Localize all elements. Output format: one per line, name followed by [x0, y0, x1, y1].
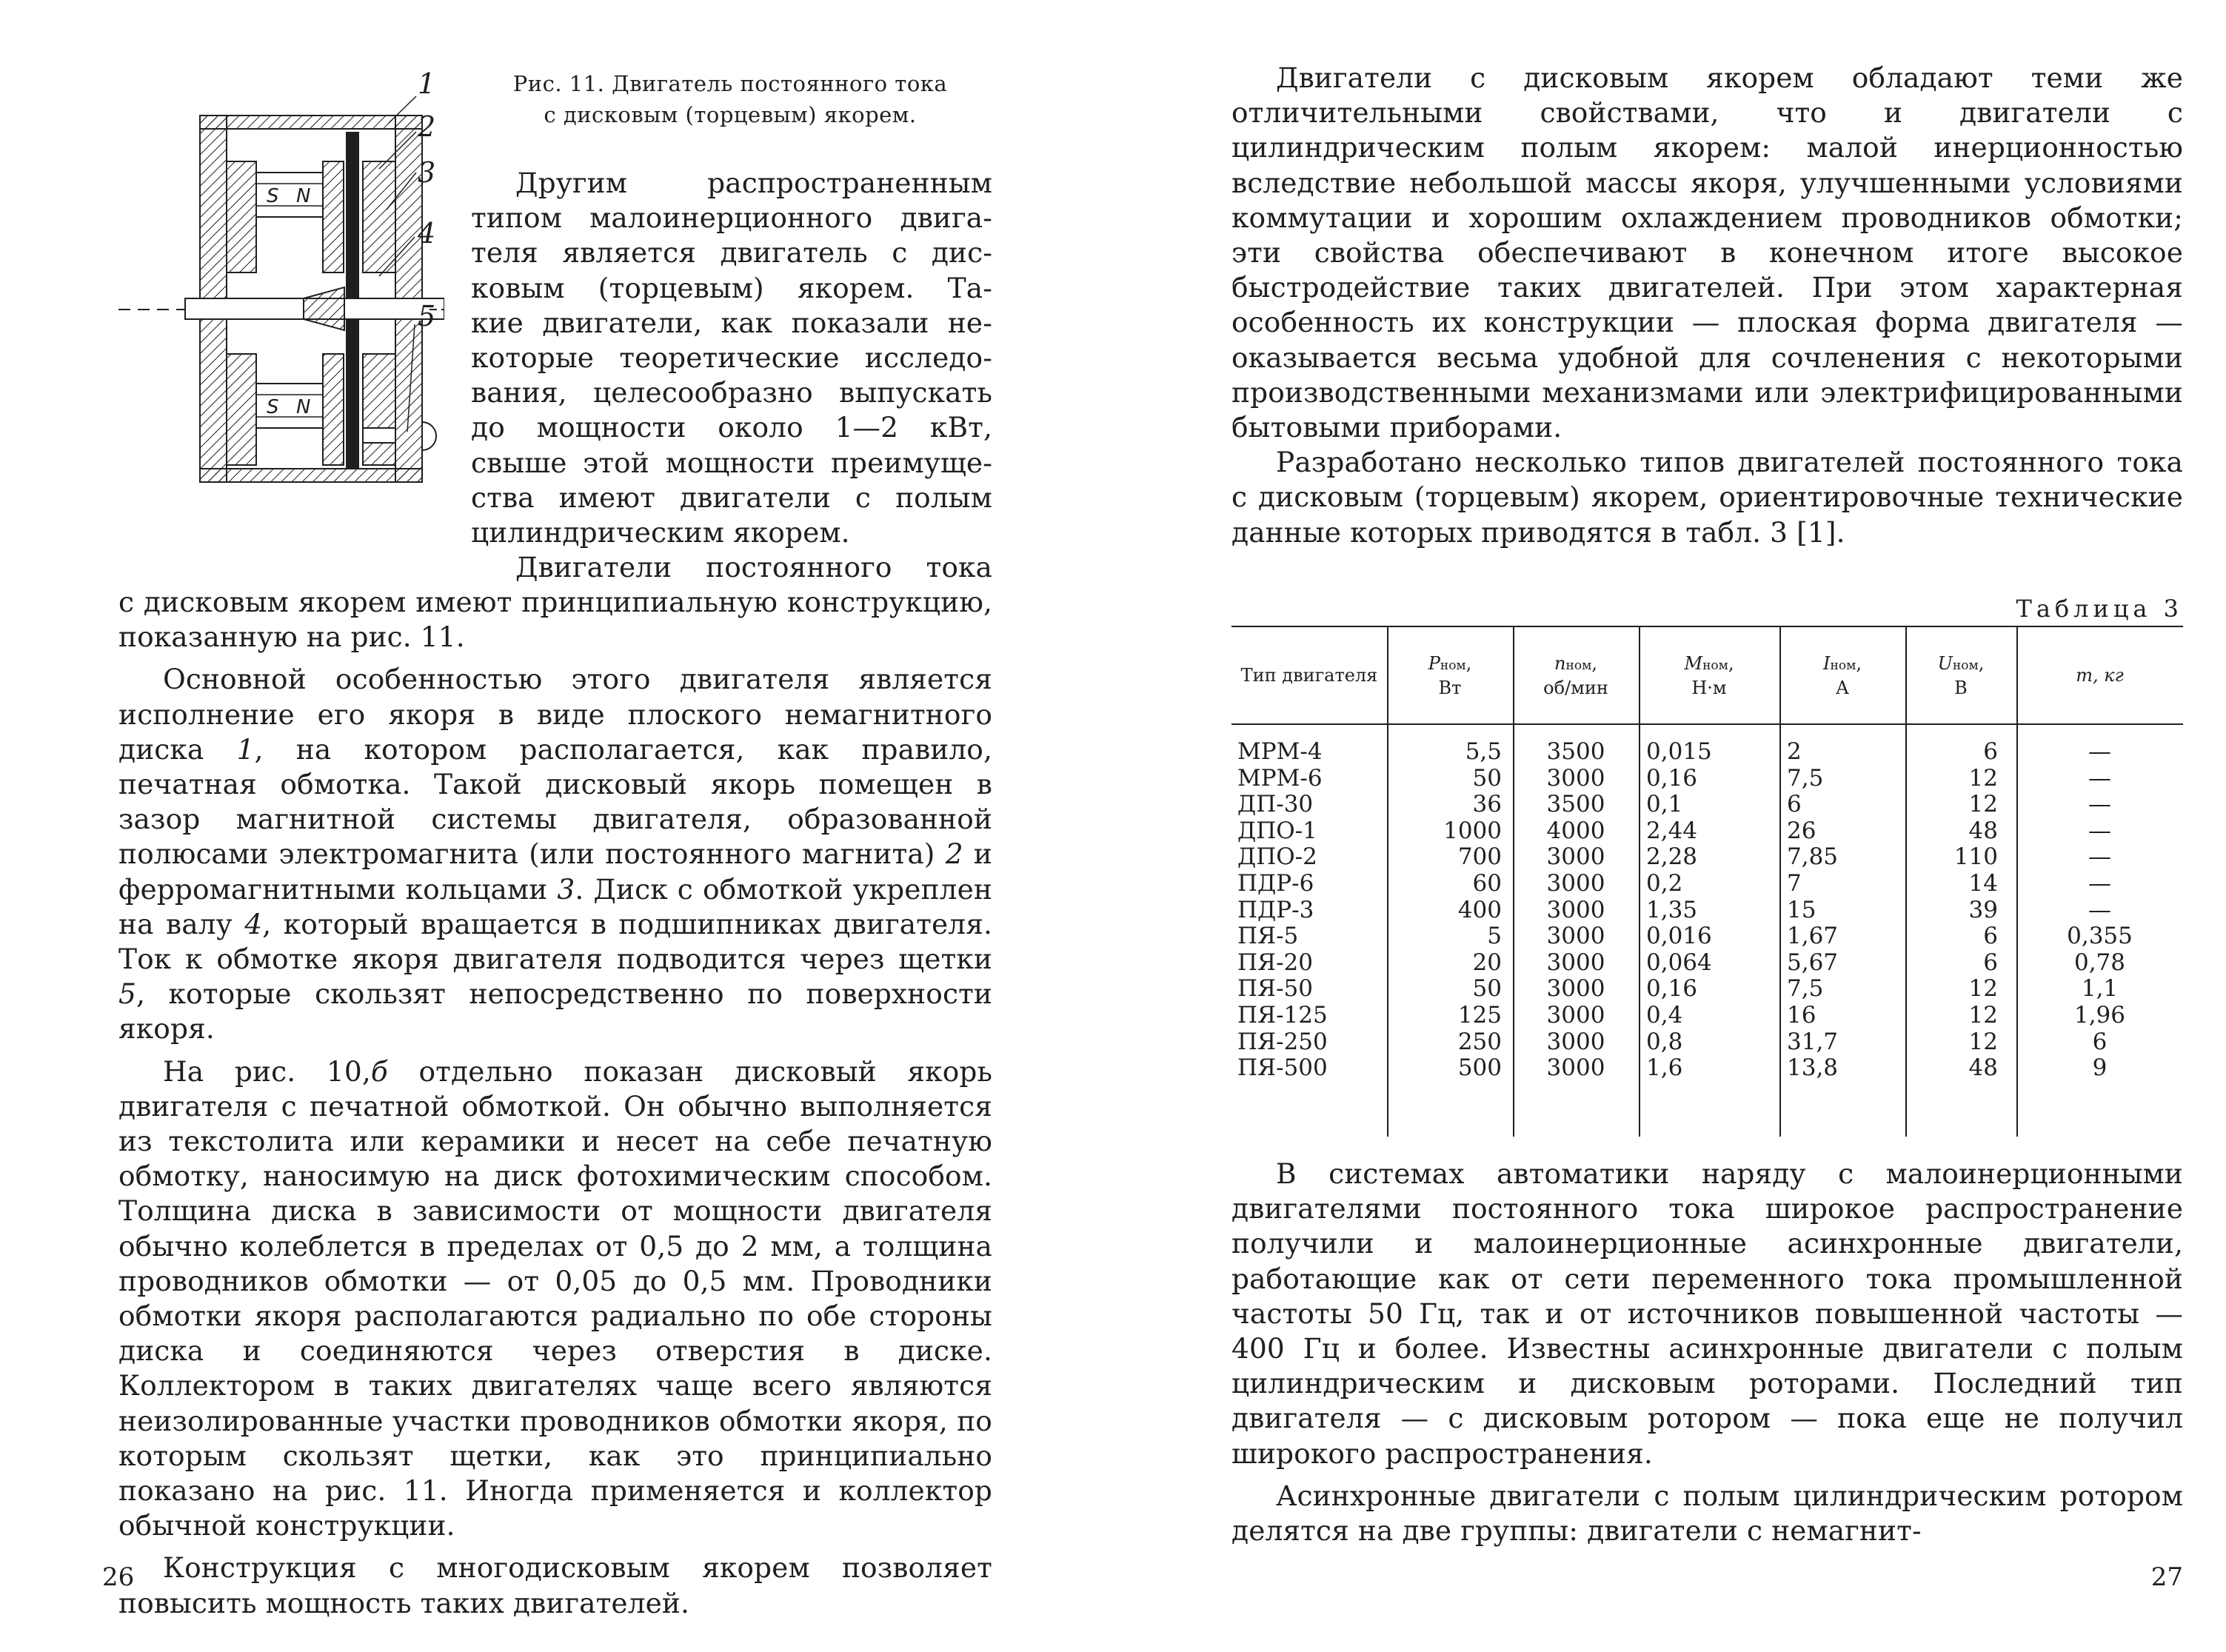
callout-2: 2: [418, 110, 436, 143]
motor-type-cell: ПЯ-50: [1237, 975, 1313, 1003]
table-cell: 1,96: [2073, 1002, 2126, 1029]
table-header-rule: [1231, 723, 2183, 725]
table-cell: 6: [2092, 1028, 2108, 1055]
magnet-top-n-label: N: [296, 185, 311, 207]
table-cell: 0,4: [1646, 1002, 1683, 1029]
table-cell: 1,67: [1787, 923, 1839, 950]
table-cell: 12: [1968, 1028, 1998, 1055]
right-body-bottom: [1231, 1157, 2183, 1548]
table-cell: 0,16: [1646, 975, 1698, 1003]
table-cell: 3500: [1546, 791, 1605, 818]
table-cell: 6: [1983, 949, 1998, 976]
table-cell: 12: [1968, 975, 1998, 1003]
wrap-line: ковым (торцевым) якорем. Та-: [471, 271, 992, 304]
table-cell: 36: [1472, 791, 1502, 818]
wrap-line: теля является двигатель с дис-: [471, 236, 992, 270]
col-header-type: Тип двигателя: [1240, 665, 1378, 686]
table-row: [1231, 950, 2183, 977]
paragraph-r3: В системах автоматики наряду с малоинерционными двигателями постоянного тока широкое распространение получили и малоинерционные асинхронные двигатели, работающие как от сети переменного тока промышленной частоты 50 Гц, так и от источников повышенной частоты — 400 Гц и более. Известны асинхронные двигатели с полым цилиндрическим и дисковым роторами. Последний тип двигателя — с дисковым ротором — пока еще не получил широкого распространения.: [1231, 1157, 2183, 1470]
col-header-torque: Mном, Н·м: [1684, 652, 1734, 698]
table-cell: 3000: [1546, 764, 1605, 792]
table-cell: 13,8: [1787, 1054, 1839, 1082]
table-cell: 0,78: [2073, 949, 2126, 976]
motor-type-cell: ПДР-6: [1237, 870, 1314, 897]
magnet-bottom-n-label: N: [296, 396, 311, 418]
table-cell: 1000: [1443, 817, 1502, 844]
motor-type-cell: ПЯ-250: [1237, 1028, 1328, 1055]
table-cell: 125: [1457, 1002, 1502, 1029]
page-number: 26: [102, 1562, 135, 1592]
table-row: [1231, 844, 2183, 871]
table-cell: 1,35: [1646, 896, 1698, 923]
motor-type-cell: ПДР-3: [1237, 896, 1314, 923]
wrapped-paragraph: [471, 166, 992, 585]
table-row: [1231, 923, 2183, 950]
callout-5: 5: [418, 300, 436, 332]
table-cell: 1,6: [1646, 1054, 1683, 1082]
table-row: [1231, 766, 2183, 792]
table-cell: 1,1: [2081, 975, 2119, 1003]
right-page: [1113, 0, 2226, 1652]
table-cell: 0,015: [1646, 738, 1712, 765]
table-cell: 12: [1968, 1002, 1998, 1029]
table-cell: 15: [1787, 896, 1816, 923]
caption-line-1: Рис. 11. Двигатель постоянного тока: [512, 71, 948, 96]
table-cell: —: [2088, 896, 2111, 923]
table-cell: 48: [1968, 1054, 1998, 1082]
table-cell: 3000: [1546, 843, 1605, 871]
table-cell: 4000: [1546, 817, 1605, 844]
wrap-line: до мощности около 1—2 кВт,: [471, 411, 992, 444]
table-cell: 5: [1487, 923, 1502, 950]
callout-1: 1: [418, 67, 436, 100]
table-cell: 6: [1983, 923, 1998, 950]
table-cell: —: [2088, 817, 2111, 844]
paragraph-r2: Разработано несколько типов двигателей постоянного тока с дисковым (торцевым) якорем, ориентировочные технические данные которых приводятся в табл. 3 [1].: [1231, 446, 2183, 549]
motor-type-cell: ДПО-2: [1237, 843, 1317, 871]
motor-type-cell: ПЯ-5: [1237, 923, 1299, 950]
table-cell: 26: [1787, 817, 1816, 844]
table-cell: 3000: [1546, 1028, 1605, 1055]
table-cell: 250: [1457, 1028, 1502, 1055]
table-cell: —: [2088, 764, 2111, 792]
table-cell: 110: [1953, 843, 1998, 871]
table-row: [1231, 739, 2183, 766]
table-cell: 3000: [1546, 975, 1605, 1003]
table-cell: 60: [1472, 870, 1502, 897]
wrap-line: свыше этой мощности преимуще-: [471, 446, 992, 479]
table-row: [1231, 1029, 2183, 1056]
table-cell: —: [2088, 843, 2111, 871]
col-header-speed: nном, об/мин: [1543, 652, 1608, 698]
table-cell: 0,016: [1646, 923, 1712, 950]
table-cell: 0,16: [1646, 764, 1698, 792]
wrap-line: кие двигатели, как показали не-: [471, 306, 992, 339]
wrap-line: типом малоинерционного двига-: [471, 201, 992, 235]
motor-type-cell: ДПО-1: [1237, 817, 1317, 844]
table-top-rule: [1231, 626, 2183, 627]
wrap-line: цилиндрическим якорем.: [471, 516, 850, 549]
wrap-line: ства имеют двигатели с полым: [471, 481, 992, 514]
table-cell: 50: [1472, 975, 1502, 1003]
table-cell: 700: [1457, 843, 1502, 871]
motor-type-cell: МРМ-6: [1237, 764, 1323, 792]
motor-type-cell: ПЯ-500: [1237, 1054, 1328, 1082]
table-cell: —: [2088, 870, 2111, 897]
wrap-line: Другим распространенным: [515, 167, 992, 199]
table-cell: 500: [1457, 1054, 1502, 1082]
table-cell: 3500: [1546, 738, 1605, 765]
bottom-magnet-assembly: [227, 354, 395, 465]
table-cell: 16: [1787, 1002, 1816, 1029]
motor-diagram-figure: [118, 58, 444, 495]
motor-type-cell: ПЯ-125: [1237, 1002, 1328, 1029]
table-cell: 14: [1968, 870, 1998, 897]
table-cell: 2,28: [1646, 843, 1698, 871]
magnet-bottom-s-label: S: [267, 396, 279, 418]
col-header-voltage: Uном, В: [1937, 652, 1985, 698]
page-number: 27: [2150, 1562, 2183, 1592]
table-cell: 3000: [1546, 896, 1605, 923]
table-cell: 0,2: [1646, 870, 1683, 897]
paragraph-r4: Асинхронные двигатели с полым цилиндрическим ротором делятся на две группы: двигатели с немагнит-: [1231, 1479, 2183, 1548]
table-cell: 400: [1457, 896, 1502, 923]
table-cell: 12: [1968, 791, 1998, 818]
table-cell: 39: [1968, 896, 1998, 923]
table-cell: 7: [1787, 870, 1802, 897]
wrap-line: Двигатели постоянного тока: [515, 551, 992, 584]
table-cell: 0,064: [1646, 949, 1712, 976]
table-row: [1231, 1003, 2183, 1029]
callout-3: 3: [418, 156, 436, 189]
col-header-power: Pном, Вт: [1428, 652, 1472, 698]
callout-4: 4: [418, 217, 436, 250]
table-cell: 7,5: [1787, 764, 1824, 792]
table-row: [1231, 871, 2183, 897]
paragraph-4: Конструкция с многодисковым якорем позволяет повысить мощность таких двигателей.: [118, 1551, 992, 1619]
motor-specs-table: [1231, 626, 2183, 1137]
table-cell: 5,5: [1465, 738, 1502, 765]
paragraph-r1: Двигатели с дисковым якорем обладают теми же отличительными свойствами, что и двигатели с цилиндрическим полым якорем: малой инерционностью вследствие небольшой массы якоря, улучшенными условиями коммутации и хорошим охлаждением проводников обмотки; эти свойства обеспечивают в конечном итоге высокое быстродействие таких двигателей. При этом характерная особенность их конструкции — плоская форма двигателя — оказывается весьма удобной для сочленения с некоторыми производственными механизмами или электрифицированными бытовыми приборами.: [1231, 61, 2183, 444]
table-cell: 0,1: [1646, 791, 1683, 818]
table-cell: 9: [2092, 1054, 2108, 1082]
table-title: Таблица 3: [2016, 595, 2183, 623]
table-cell: —: [2088, 738, 2111, 765]
table-cell: 0,355: [2067, 923, 2133, 950]
col-header-current: Iном, А: [1823, 652, 1862, 698]
table-cell: 2,44: [1646, 817, 1698, 844]
table-row: [1231, 897, 2183, 924]
table-cell: 6: [1983, 738, 1998, 765]
table-row: [1231, 792, 2183, 818]
table-cell: 6: [1787, 791, 1802, 818]
table-cell: 0,8: [1646, 1028, 1683, 1055]
top-magnet-assembly: [227, 161, 395, 272]
motor-type-cell: ДП-30: [1237, 791, 1314, 818]
col-header-mass: m, кг: [2076, 665, 2124, 686]
table-cell: 20: [1472, 949, 1502, 976]
left-body-text: [118, 585, 992, 1621]
table-cell: 3000: [1546, 1054, 1605, 1082]
table-cell: 7,85: [1787, 843, 1839, 871]
table-cell: 3000: [1546, 949, 1605, 976]
paragraph-3: На рис. 10,б отдельно показан дисковый якорь двигателя с печатной обмоткой. Он обычно выполняется из текстолита или керамики и несет на себе печатную обмотку, наносимую на диск фотохимическим способом. Толщина диска в зависимости от мощности двигателя обычно колеблется в пределах от 0,5 до 2 мм, а толщина проводников обмотки — от 0,05 до 0,5 мм. Проводники обмотки якоря располагаются радиально по обе стороны диска и соединяются через отверстия в диске. Коллектором в таких двигателях чаще всего являются неизолированные участки проводников обмотки якоря, по которым скользят щетки, как это принципиально показано на рис. 11. Иногда применяется и коллектор обычной конструкции.: [118, 1054, 993, 1542]
table-cell: 12: [1968, 764, 1998, 792]
table-cell: 5,67: [1787, 949, 1839, 976]
motor-type-cell: МРМ-4: [1237, 738, 1323, 765]
paragraph-2: Основной особенностью этого двигателя является исполнение его якоря в виде плоского немагнитного диска 1, на котором располагается, как правило, печатная обмотка. Такой дисковый якорь помещен в зазор магнитной системы двигателя, образованной полюсами электромагнита (или постоянного магнита) 2 и ферромагнитными кольцами 3. Диск с обмоткой укреплен на валу 4, который вращается в подшипниках двигателя. Ток к обмотке якоря двигателя подводится через щетки 5, которые скользят непосредственно по поверхности якоря.: [118, 663, 992, 1046]
table-row: [1231, 1055, 2183, 1082]
table-cell: —: [2088, 791, 2111, 818]
table-cell: 3000: [1546, 923, 1605, 950]
wrap-line: вания, целесообразно выпускать: [471, 376, 992, 409]
table-cell: 50: [1472, 764, 1502, 792]
caption-line-2: с дисковым (торцевым) якорем.: [544, 102, 917, 127]
table-cell: 2: [1787, 738, 1802, 765]
table-row: [1231, 818, 2183, 845]
paragraph-1-tail: с дисковым якорем имеют принципиальную конструкцию, показанную на рис. 11.: [118, 586, 992, 654]
right-body-top: [1231, 61, 2183, 550]
table-cell: 3000: [1546, 870, 1605, 897]
table-row: [1231, 976, 2183, 1003]
table-cell: 7,5: [1787, 975, 1824, 1003]
magnet-top-s-label: S: [267, 185, 279, 207]
figure-caption: [471, 68, 989, 130]
wrap-line: которые теоретические исследо-: [471, 341, 992, 375]
table-cell: 3000: [1546, 1002, 1605, 1029]
motor-type-cell: ПЯ-20: [1237, 949, 1313, 976]
table-cell: 48: [1968, 817, 1998, 844]
table-cell: 31,7: [1787, 1028, 1839, 1055]
